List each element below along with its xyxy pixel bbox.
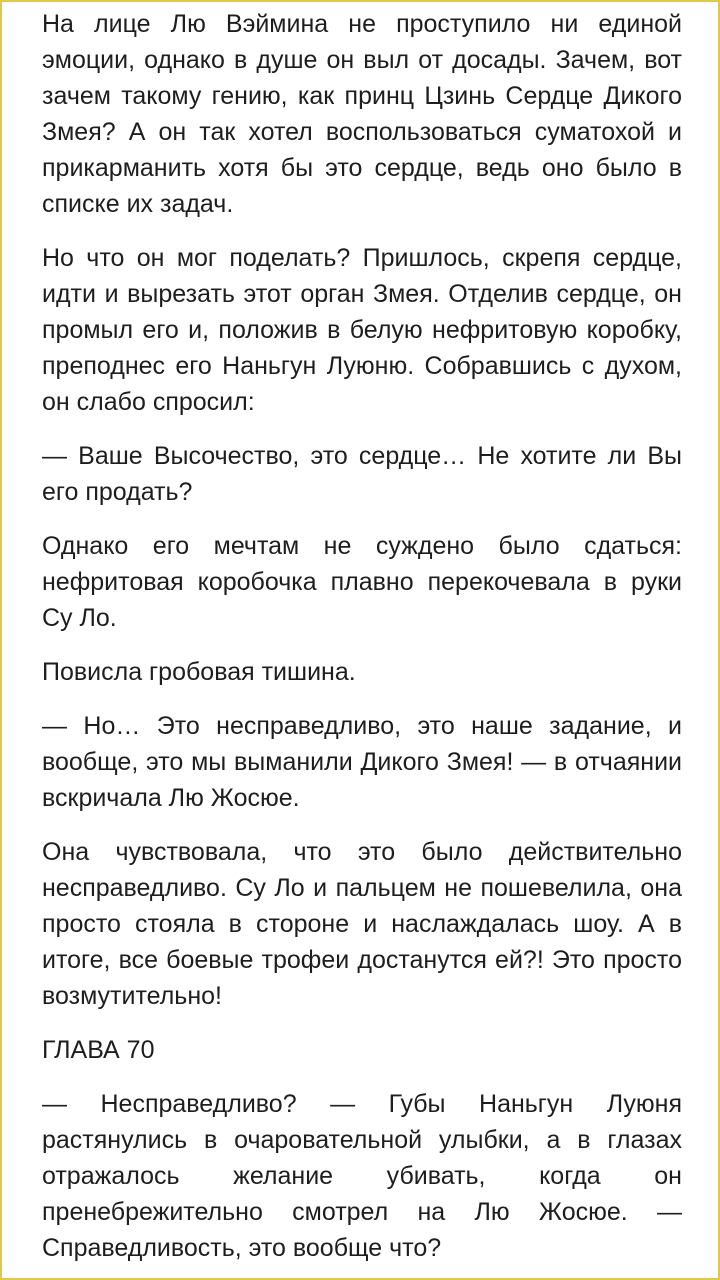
chapter-heading: ГЛАВА 70 [42, 1036, 155, 1064]
paragraph-5: Повисла гробовая тишина. [42, 658, 356, 686]
paragraph-7: Она чувствовала, что это было действительно несправедливо. Су Ло и пальцем не пошевелила, она просто стояла в стороне и наслаждалась шоу. А в итоге, все боевые трофеи достанутся ей?! Это просто возмутительно! [42, 838, 682, 1010]
chapter-text [42, 6, 682, 1266]
paragraph-6: — Но… Это несправедливо, это наше задание, и вообще, это мы выманили Дикого Змея! — в отчаянии вскричала Лю Жосюе. [42, 712, 682, 812]
paragraph-8: — Несправедливо? — Губы Наньгун Луюня растянулись в очаровательной улыбки, а в глазах отражалось желание убивать, когда он пренебрежительно смотрел на Лю Жосюе. — Справедливость, это вообще что? [42, 1090, 682, 1262]
paragraph-1: На лице Лю Вэймина не проступило ни единой эмоции, однако в душе он выл от досады. Зачем, вот зачем такому гению, как принц Цзинь Сердце Дикого Змея? А он так хотел воспользоваться суматохой и прикарманить хотя бы это сердце, ведь оно было в списке их задач. [42, 10, 682, 218]
paragraph-2: Но что он мог поделать? Пришлось, скрепя сердце, идти и вырезать этот орган Змея. Отделив сердце, он промыл его и, положив в белую нефритовую коробку, преподнес его Наньгун Луюню. Собравшись с духом, он слабо спросил: [42, 244, 682, 416]
paragraph-4: Однако его мечтам не суждено было сдаться: нефритовая коробочка плавно перекочевала в руки Су Ло. [42, 532, 682, 632]
paragraph-3: — Ваше Высочество, это сердце… Не хотите ли Вы его продать? [42, 442, 682, 506]
